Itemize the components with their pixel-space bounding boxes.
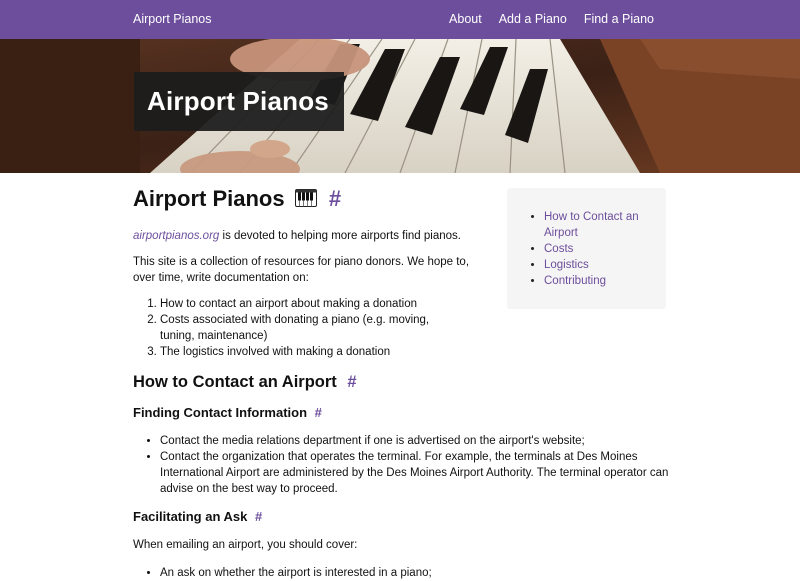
subheading-text: Facilitating an Ask [133, 509, 248, 524]
toc-item [544, 209, 660, 241]
emailing-paragraph: When emailing an airport, you should cover: [133, 539, 358, 551]
toc-item [544, 273, 660, 289]
toc-item [544, 257, 660, 273]
toc-list [544, 209, 660, 289]
site-link[interactable]: airportpianos.org [133, 230, 220, 242]
hero-banner [0, 39, 800, 173]
list-item: • Contact the media relations department if one is advertised on the airport's website; [160, 433, 669, 449]
toc-link-contact[interactable]: How to Contact an Airport [544, 211, 639, 239]
navbar [0, 0, 800, 39]
hero-title: Airport Pianos [147, 86, 329, 116]
list-item: 2. Costs associated with donating a piano (e.g. moving, tuning, maintenance) [160, 312, 464, 344]
documentation-list [134, 296, 464, 360]
piano-keys-image [0, 39, 800, 173]
subheading-text: Finding Contact Information [133, 405, 308, 420]
toc-link-costs[interactable]: Costs [544, 243, 574, 255]
section-heading-text: How to Contact an Airport [133, 373, 337, 391]
toc-item [544, 241, 660, 257]
page-title-text: Airport Pianos [133, 186, 285, 211]
nav-link-add-piano[interactable]: Add a Piano [498, 12, 567, 26]
brand-link[interactable]: Airport Pianos [133, 12, 212, 26]
list-item: • Contact the organization that operates the terminal. For example, the terminals at Des Moines International Airport are administered by the Des Moines Airport Authority. The terminal operator can advise on the best way to proceed. [160, 449, 669, 497]
toc-link-logistics[interactable]: Logistics [544, 259, 589, 271]
list-item: 1. How to contact an airport about making a donation [160, 296, 464, 312]
page-title [133, 186, 341, 214]
toc-link-contributing[interactable]: Contributing [544, 275, 607, 287]
section-heading-contact [133, 373, 357, 392]
subheading-anchor-link[interactable]: # [255, 509, 263, 524]
nav-link-find-piano[interactable]: Find a Piano [583, 12, 654, 26]
ask-list [134, 565, 669, 581]
subheading-anchor-link[interactable]: # [314, 405, 322, 420]
nav-link-about[interactable]: About [449, 12, 482, 26]
nav-links [449, 12, 654, 26]
title-anchor-link[interactable]: # [328, 186, 342, 211]
section-anchor-link[interactable]: # [347, 373, 357, 391]
intro-text: is devoted to helping more airports find pianos. [219, 230, 461, 242]
list-item: 3. The logistics involved with making a donation [160, 344, 464, 360]
piano-icon [295, 188, 317, 214]
table-of-contents [507, 188, 666, 309]
resources-paragraph: This site is a collection of resources for piano donors. We hope to, over time, write documentation on: [133, 256, 470, 284]
contact-info-list [134, 433, 669, 497]
subheading-facilitating-ask [133, 509, 262, 524]
subheading-finding-contact [133, 405, 322, 420]
list-item: • An ask on whether the airport is interested in a piano; [160, 565, 669, 581]
intro-paragraph [133, 228, 473, 244]
